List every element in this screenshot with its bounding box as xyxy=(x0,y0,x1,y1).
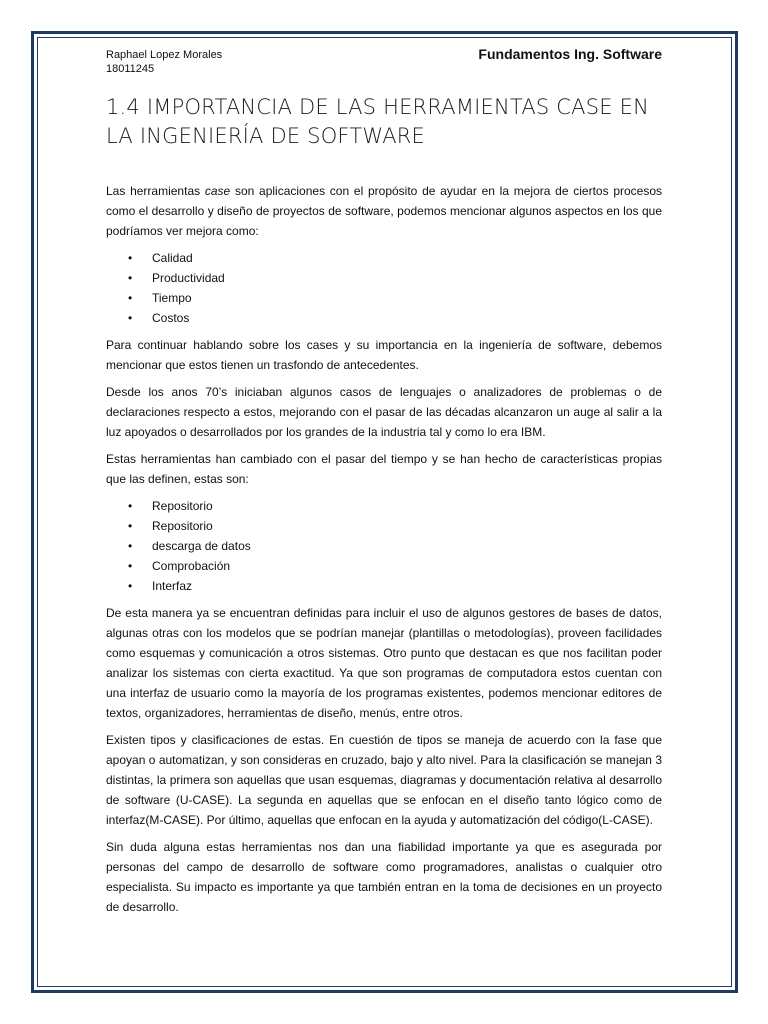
body-paragraph: Para continuar hablando sobre los cases y su importancia en la ingeniería de software, debemos mencionar que estos tienen un trasfondo de antecedentes. xyxy=(106,338,662,372)
intro-text-start: Las herramientas xyxy=(106,184,205,198)
list-item-text: Costos xyxy=(152,311,190,325)
list-item-text: Interfaz xyxy=(152,579,193,593)
course-title: Fundamentos Ing. Software xyxy=(478,46,662,62)
bullet-icon: • xyxy=(128,499,133,513)
bullet-icon: • xyxy=(128,251,133,265)
features-list xyxy=(106,496,662,596)
intro-paragraph xyxy=(106,181,662,241)
body-paragraph: Desde los anos 70’s iniciaban algunos casos de lenguajes o analizadores de problemas o de declaraciones respecto a estos, mejorando con el pasar de las décadas alcanzaron un auge al salir a la luz apoyados o desarrollados por los grandes de la industria tal y como lo era IBM. xyxy=(106,385,662,439)
list-item-text: Comprobación xyxy=(152,559,231,573)
list-item xyxy=(106,248,662,268)
bullet-icon: • xyxy=(128,271,133,285)
list-item-text: descarga de datos xyxy=(152,539,251,553)
list-item xyxy=(106,556,662,576)
list-item-text: Repositorio xyxy=(152,519,213,533)
bullet-icon: • xyxy=(128,519,133,533)
document-content xyxy=(106,45,662,924)
intro-emphasis: case xyxy=(204,184,231,198)
list-item-text: Calidad xyxy=(152,251,193,265)
list-item xyxy=(106,288,662,308)
aspects-list xyxy=(106,248,662,328)
list-item-text: Productividad xyxy=(152,271,225,285)
list-item xyxy=(106,268,662,288)
list-item xyxy=(106,516,662,536)
body-paragraph: De esta manera ya se encuentran definidas para incluir el uso de algunos gestores de bases de datos, algunas otras con los modelos que se podrían manejar (plantillas o metodologías), proveen facilidades como esquemas y comunicación a otros sistemas. Otro punto que destacan es que nos facilitan poder analizar los sistemas con cierta exactitud. Ya que son programas de computadora estos cuentan con una interfaz de usuario como la mayoría de los programas existentes, podemos mencionar editores de textos, organizadores, herramientas de diseño, menús, entre otros. xyxy=(106,606,662,720)
list-item xyxy=(106,536,662,556)
document-header xyxy=(106,45,662,85)
bullet-icon: • xyxy=(128,311,133,325)
list-item xyxy=(106,308,662,328)
bullet-icon: • xyxy=(128,579,133,593)
bullet-icon: • xyxy=(128,539,133,553)
author-name: Raphael Lopez Morales xyxy=(106,49,223,61)
intro-text-end: son aplicaciones con el propósito de ayudar en la mejora de ciertos procesos como el desarrollo y diseño de proyectos de software, podemos mencionar algunos aspectos en los que podríamos ver mejora como: xyxy=(106,184,663,238)
body-paragraph: Existen tipos y clasificaciones de estas. En cuestión de tipos se maneja de acuerdo con la fase que apoyan o automatizan, y son consideras en cruzado, bajo y alto nivel. Para la clasificación se manejan 3 distintas, la primera son aquellas que usan esquemas, diagramas y documentación relativa al desarrollo de software (U-CASE). La segunda en aquellas que se enfocan en el diseño tanto lógico como de interfaz(M-CASE). Por último, aquellas que enfocan en la ayuda y automatización del código(L-CASE). xyxy=(106,733,662,827)
list-item-text: Tiempo xyxy=(152,291,192,305)
list-item xyxy=(106,496,662,516)
list-item xyxy=(106,576,662,596)
author-id: 18011245 xyxy=(106,63,155,75)
document-title: 1.4 IMPORTANCIA DE LAS HERRAMIENTAS CASE EN LA INGENIERÍA DE SOFTWARE xyxy=(106,95,649,148)
bullet-icon: • xyxy=(128,291,133,305)
body-paragraph: Estas herramientas han cambiado con el pasar del tiempo y se han hecho de características propias que las definen, estas son: xyxy=(106,452,662,486)
body-paragraph: Sin duda alguna estas herramientas nos dan una fiabilidad importante ya que es asegurada por personas del campo de desarrollo de software como programadores, analistas o cualquier otro especialista. Su impacto es importante ya que también entran en la toma de decisiones en un proyecto de desarrollo. xyxy=(106,840,662,914)
list-item-text: Repositorio xyxy=(152,499,213,513)
bullet-icon: • xyxy=(128,559,133,573)
